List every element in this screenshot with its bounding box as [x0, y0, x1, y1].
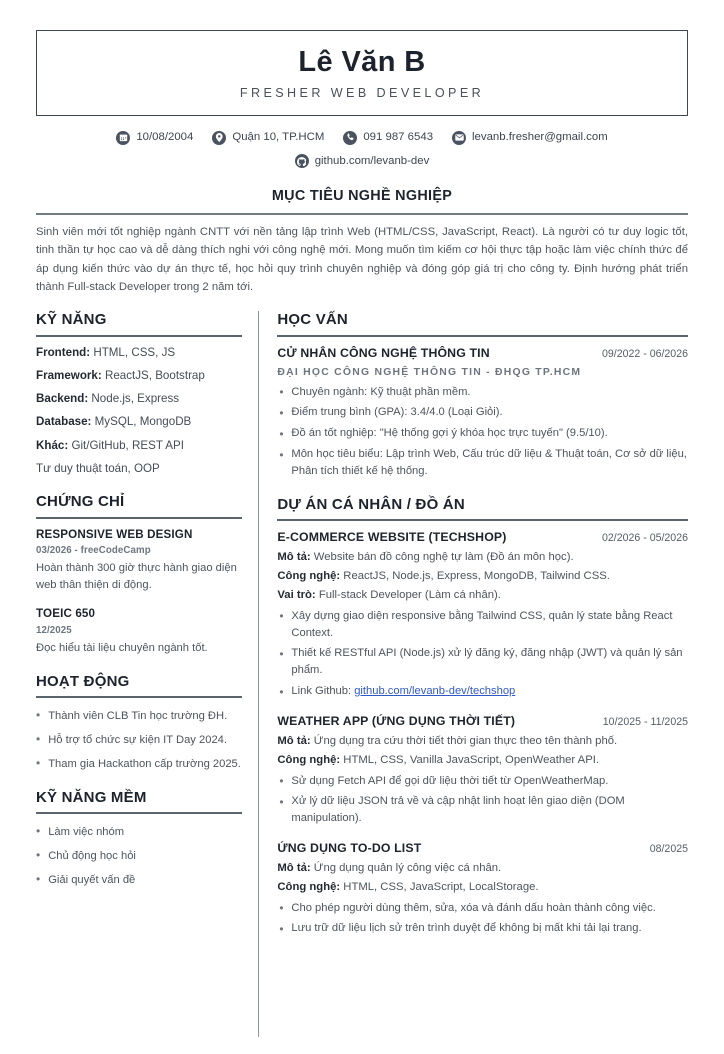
- certificates-divider: [36, 517, 242, 519]
- project-entry: [277, 529, 688, 700]
- certificates-list: [36, 527, 242, 657]
- contact-item[interactable]: [343, 129, 433, 146]
- contact-text: Quận 10, TP.HCM: [232, 131, 325, 144]
- skill-label: Framework:: [36, 368, 102, 382]
- project-entry-head: [277, 713, 688, 731]
- project-detail-label: Công nghệ:: [277, 880, 341, 893]
- skill-line: [36, 345, 242, 361]
- projects-section: [277, 496, 688, 938]
- project-bullet: • Thiết kế RESTful API (Node.js) xử lý đăng ký, đăng nhập (JWT) và quản lý sản phẩm.: [277, 645, 688, 679]
- certificate-item: [36, 527, 242, 594]
- certificate-meta: 03/2026 - freeCodeCamp: [36, 545, 151, 557]
- contact-text: levanb.fresher@gmail.com: [472, 131, 608, 144]
- education-bullet: • Đồ án tốt nghiệp: "Hệ thống gợi ý khóa học trực tuyến" (9.5/10).: [277, 425, 688, 442]
- project-bullet: • Xử lý dữ liệu JSON trả về và cập nhật linh hoạt lên giao diện (DOM manipulation).: [277, 793, 688, 827]
- project-date: 02/2026 - 05/2026: [601, 532, 688, 545]
- job-title: FRESHER WEB DEVELOPER: [239, 86, 485, 101]
- soft-skills-title: KỸ NĂNG MỀM: [36, 788, 147, 806]
- skill-label: Database:: [36, 415, 92, 429]
- project-bullets: [277, 773, 688, 827]
- degree-name: CỬ NHÂN CÔNG NGHỆ THÔNG TIN: [277, 345, 490, 360]
- skills-divider: [36, 335, 242, 337]
- project-entry-head: [277, 529, 688, 547]
- soft-skill-item: • Chủ động học hỏi: [36, 846, 242, 865]
- soft-skill-item: • Giải quyết vấn đề: [36, 870, 242, 889]
- project-detail-label: Công nghệ:: [277, 569, 341, 582]
- project-bullets: [277, 900, 688, 938]
- location-pin-icon: [212, 131, 226, 145]
- education-list: [277, 345, 688, 480]
- contact-item[interactable]: [452, 129, 608, 146]
- calendar-icon: [116, 131, 130, 145]
- certificate-description: Đọc hiểu tài liệu chuyên ngành tốt.: [36, 641, 208, 654]
- certificates-title: CHỨNG CHỈ: [36, 493, 125, 511]
- email-icon: [452, 131, 466, 145]
- project-entry-head: [277, 840, 688, 858]
- objective-text: Sinh viên mới tốt nghiệp ngành CNTT với nền tảng lập trình Web (HTML/CSS, JavaScript, React). Là người có tư duy logic tốt, tinh thần tự học cao và dễ dàng thích nghi với công nghệ mới. Mong muốn tìm kiếm cơ hội thực tập hoặc làm việc chính thức để áp dụng kiến thức vào dự án thực tế, học hỏi quy trình chuyên nghiệp và đóng góp giá trị cho công ty. Định hướng phát triển thành Full-stack Developer trong 2 năm tới.: [36, 226, 688, 293]
- certificates-section: [36, 493, 242, 657]
- activities-list: [36, 706, 242, 772]
- activity-item: • Tham gia Hackathon cấp trường 2025.: [36, 754, 242, 773]
- project-date: 10/2025 - 11/2025: [602, 715, 688, 728]
- project-detail-value: HTML, CSS, JavaScript, LocalStorage.: [340, 880, 539, 893]
- projects-title: DỰ ÁN CÁ NHÂN / ĐỒ ÁN: [277, 495, 465, 513]
- skill-label: Backend:: [36, 392, 89, 406]
- skill-line: [36, 438, 242, 454]
- project-detail-value: Website bán đồ công nghệ tự làm (Đồ án môn học).: [310, 551, 574, 563]
- education-entry-head: [277, 345, 688, 363]
- project-detail-line: [277, 568, 688, 585]
- soft-skills-divider: [36, 812, 242, 814]
- project-bullet: • Xây dựng giao diện responsive bằng Tailwind CSS, quản lý state bằng React Context.: [277, 608, 688, 642]
- skills-section: [36, 311, 242, 477]
- contact-item[interactable]: [295, 153, 430, 170]
- objective-title: MỤC TIÊU NGHỀ NGHIỆP: [271, 187, 453, 204]
- contact-row-primary: [36, 129, 688, 146]
- activities-section: [36, 673, 242, 773]
- project-detail-value: Ứng dụng quản lý công việc cá nhân.: [310, 861, 502, 874]
- certificate-item: [36, 606, 242, 657]
- contact-item[interactable]: [116, 129, 193, 146]
- project-detail-label: Mô tả:: [277, 734, 311, 747]
- activities-title: HOẠT ĐỘNG: [36, 672, 130, 690]
- skill-label: Frontend:: [36, 345, 91, 359]
- project-bullet: • Sử dụng Fetch API để gọi dữ liệu thời tiết từ OpenWeatherMap.: [277, 773, 688, 790]
- project-detail-value: Full-stack Developer (Làm cá nhân).: [315, 588, 501, 601]
- project-detail-line: [277, 587, 688, 604]
- right-column: [259, 311, 688, 1037]
- project-github-link[interactable]: github.com/levanb-dev/techshop: [354, 685, 516, 697]
- activity-item: • Hỗ trợ tổ chức sự kiện IT Day 2024.: [36, 730, 242, 749]
- columns-wrapper: [36, 311, 688, 1037]
- project-link-prefix: Link Github:: [291, 685, 355, 697]
- soft-skills-section: [36, 789, 242, 889]
- project-detail-label: Mô tả:: [277, 551, 311, 563]
- education-bullet: • Môn học tiêu biểu: Lập trình Web, Cấu trúc dữ liệu & Thuật toán, Cơ sở dữ liệu, Phân tích thiết kế hệ thống.: [277, 446, 688, 480]
- phone-icon: [343, 131, 357, 145]
- github-icon: [295, 154, 309, 168]
- soft-skills-list: [36, 822, 242, 888]
- project-detail-value: HTML, CSS, Vanilla JavaScript, OpenWeather API.: [340, 753, 600, 766]
- education-date: 09/2022 - 06/2026: [601, 347, 688, 360]
- project-detail-line: [277, 879, 688, 896]
- education-bullet: • Chuyên ngành: Kỹ thuật phần mềm.: [277, 384, 688, 401]
- activities-divider: [36, 696, 242, 698]
- education-title: HỌC VẤN: [277, 311, 348, 329]
- project-entry: [277, 840, 688, 937]
- project-bullet: • Lưu trữ dữ liệu lịch sử trên trình duyệt để không bị mất khi tải lại trang.: [277, 920, 688, 937]
- skill-line: [36, 368, 242, 384]
- education-section: [277, 311, 688, 479]
- resume-page: [0, 30, 724, 1054]
- project-detail-line: [277, 549, 688, 566]
- project-detail-line: [277, 752, 688, 769]
- objective-divider: [36, 213, 688, 215]
- project-entry: [277, 713, 688, 827]
- project-detail-value: Ứng dụng tra cứu thời tiết thời gian thực theo tên thành phố.: [310, 734, 618, 747]
- certificate-description: Hoàn thành 300 giờ thực hành giao diện web thân thiện di động.: [36, 562, 237, 592]
- project-name: E-COMMERCE WEBSITE (TECHSHOP): [277, 530, 507, 545]
- project-detail-label: Mô tả:: [277, 861, 311, 874]
- soft-skill-item: • Làm việc nhóm: [36, 822, 242, 841]
- page-title: Lê Văn B: [298, 46, 426, 78]
- objective-section: [36, 186, 688, 297]
- project-detail-label: Vai trò:: [277, 588, 316, 601]
- certificate-name: RESPONSIVE WEB DESIGN: [36, 527, 193, 541]
- skills-list: [36, 345, 242, 477]
- activity-item: • Thành viên CLB Tin học trường ĐH.: [36, 706, 242, 725]
- education-bullets: [277, 384, 688, 480]
- project-detail-line: [277, 860, 688, 877]
- project-detail-value: ReactJS, Node.js, Express, MongoDB, Tailwind CSS.: [340, 569, 610, 582]
- skill-value: Tư duy thuật toán, OOP: [36, 461, 160, 475]
- certificate-meta: 12/2025: [36, 624, 72, 636]
- project-detail-label: Công nghệ:: [277, 753, 341, 766]
- education-divider: [277, 335, 688, 337]
- skill-value: ReactJS, Bootstrap: [101, 368, 205, 382]
- contact-item[interactable]: [212, 129, 324, 146]
- school-name: ĐẠI HỌC CÔNG NGHỆ THÔNG TIN - ĐHQG TP.HCM: [277, 366, 582, 378]
- skill-line: [36, 414, 242, 430]
- project-bullet: • Cho phép người dùng thêm, sửa, xóa và đánh dấu hoàn thành công việc.: [277, 900, 688, 917]
- project-name: ỨNG DỤNG TO-DO LIST: [277, 840, 422, 855]
- contact-text: 091 987 6543: [363, 131, 434, 144]
- projects-divider: [277, 519, 688, 521]
- projects-list: [277, 529, 688, 937]
- skill-value: MySQL, MongoDB: [91, 415, 192, 429]
- skill-value: Node.js, Express: [88, 392, 180, 406]
- project-bullets: [277, 608, 688, 700]
- contact-row-secondary: [36, 153, 688, 170]
- header-box: [36, 30, 688, 116]
- left-column: [36, 311, 258, 1037]
- certificate-name: TOEIC 650: [36, 607, 96, 621]
- skill-value: Git/GitHub, REST API: [68, 438, 184, 452]
- skill-label: Khác:: [36, 438, 69, 452]
- skill-line: [36, 391, 242, 407]
- skills-title: KỸ NĂNG: [36, 311, 107, 329]
- education-bullet: • Điểm trung bình (GPA): 3.4/4.0 (Loại Giỏi).: [277, 404, 688, 421]
- skill-line: [36, 461, 242, 477]
- project-detail-line: [277, 733, 688, 750]
- contact-text: 10/08/2004: [136, 131, 194, 144]
- project-date: 08/2025: [649, 842, 688, 855]
- contact-text: github.com/levanb-dev: [314, 155, 430, 167]
- project-link-bullet: [277, 683, 688, 700]
- skill-value: HTML, CSS, JS: [90, 345, 176, 359]
- education-entry: [277, 345, 688, 480]
- project-name: WEATHER APP (ỨNG DỤNG THỜI TIẾT): [277, 713, 516, 728]
